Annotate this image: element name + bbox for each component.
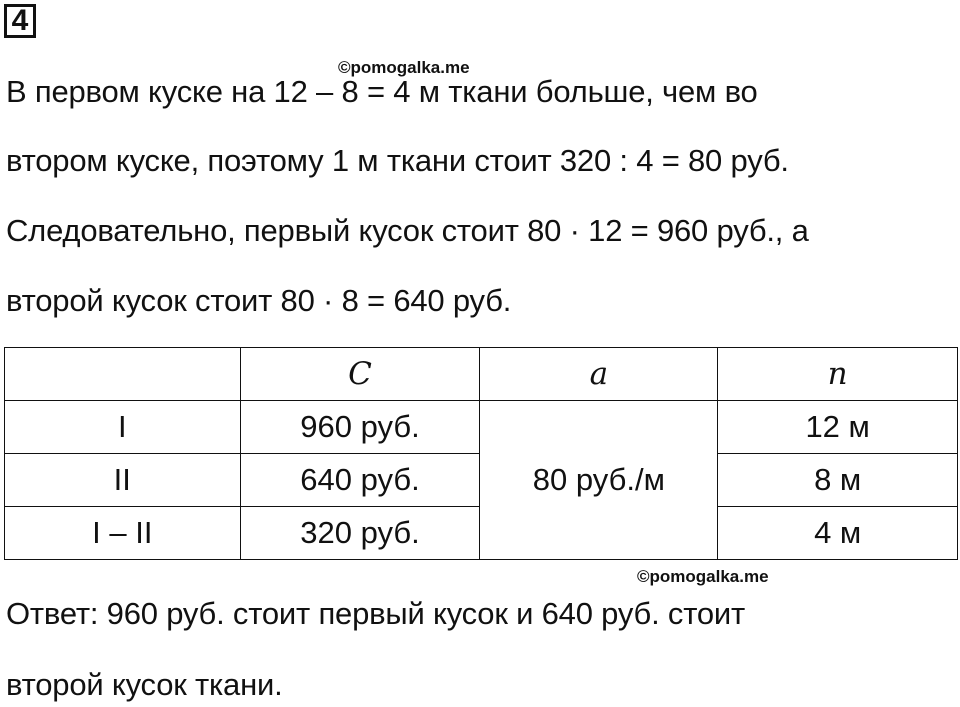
row-quantity: 12 м xyxy=(718,401,958,454)
header-cell-cost: C xyxy=(240,348,480,401)
row-cost: 640 руб. xyxy=(240,454,480,507)
table-row xyxy=(5,401,958,454)
answer-line-1: Ответ: 960 руб. стоит первый кусок и 640 руб. стоит xyxy=(6,596,746,631)
solution-line-3: Следовательно, первый кусок стоит 80 · 12 = 960 руб., а xyxy=(6,213,809,248)
row-cost: 320 руб. xyxy=(240,507,480,560)
solution-line-1: В первом куске на 12 – 8 = 4 м ткани больше, чем во xyxy=(6,74,758,109)
row-label: II xyxy=(5,454,241,507)
row-label: I – II xyxy=(5,507,241,560)
task-number-box: 4 xyxy=(4,4,36,38)
header-cell-quantity: n xyxy=(718,348,958,401)
row-cost: 960 руб. xyxy=(240,401,480,454)
answer-line-2: второй кусок ткани. xyxy=(6,667,283,702)
solution-table xyxy=(4,347,958,560)
watermark-bottom: ©pomogalka.me xyxy=(637,567,769,586)
merged-price-cell: 80 руб./м xyxy=(480,401,718,560)
table-header-row xyxy=(5,348,958,401)
solution-line-2: втором куске, поэтому 1 м ткани стоит 320 : 4 = 80 руб. xyxy=(6,143,789,178)
watermark-top: ©pomogalka.me xyxy=(338,58,470,77)
row-quantity: 4 м xyxy=(718,507,958,560)
header-cell-empty xyxy=(5,348,241,401)
row-quantity: 8 м xyxy=(718,454,958,507)
row-label: I xyxy=(5,401,241,454)
header-cell-price: a xyxy=(480,348,718,401)
solution-line-4: второй кусок стоит 80 · 8 = 640 руб. xyxy=(6,283,512,318)
